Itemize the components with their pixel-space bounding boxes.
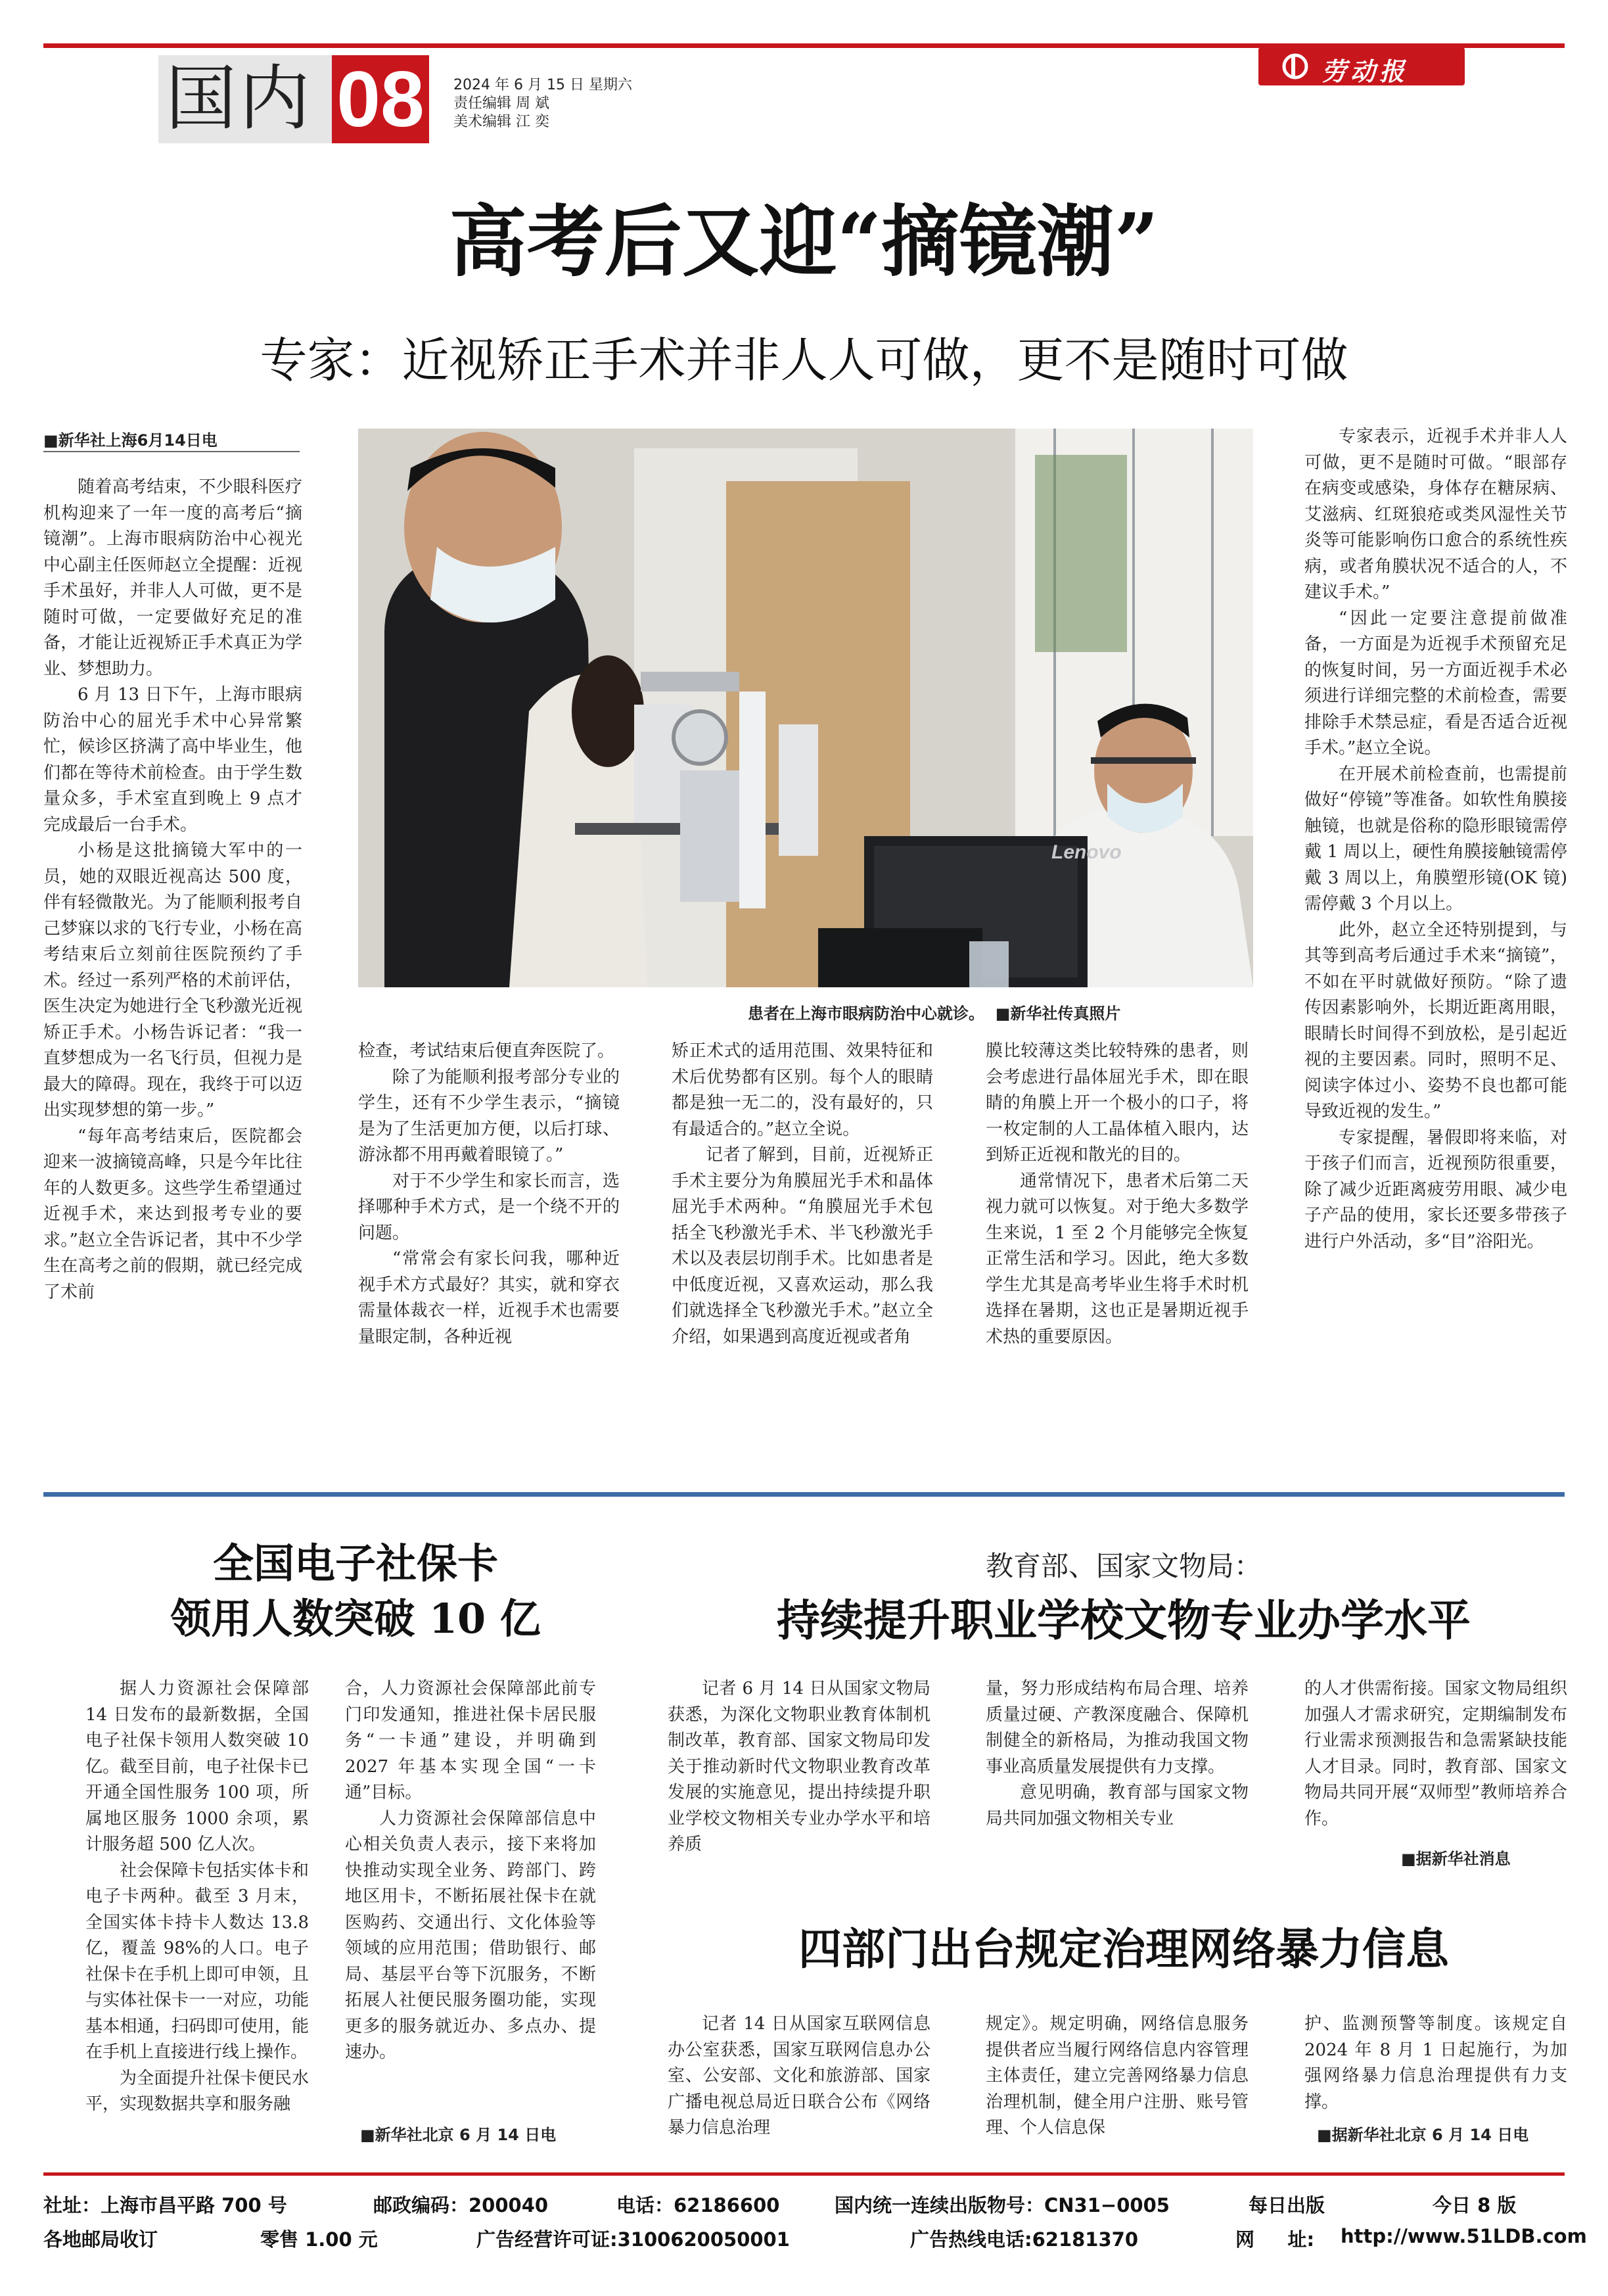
main-paragraph: 记者了解到，目前，近视矫正手术主要分为角膜屈光手术和晶体屈光手术两种。“角膜屈光手术包括全飞秒激光手术、半飞秒激光手术以及表层切削手术。比如患者是中低度近视，又喜欢运动，那么我们就选择全飞秒激光手术。”赵立全介绍，如果遇到高度近视或者角: [672, 1145, 933, 1347]
footer-website-label: 网 址:: [1235, 2228, 1315, 2251]
social-card-col-1: [85, 1676, 309, 2118]
main-paragraph: 6 月 13 日下午，上海市眼病防治中心的屈光手术中心异常繁忙，候诊区挤满了高中毕业生，他们都在等待术前检查。由于学生数量众多，手术室直到晚上 9 点才完成最后一台手术。: [43, 685, 302, 835]
footer-daily: 每日出版: [1249, 2194, 1325, 2216]
dateline-rule: [43, 451, 300, 452]
footer-rule: [43, 2172, 1565, 2176]
photo-scene: [358, 429, 1253, 987]
section-label: 国内: [166, 58, 313, 140]
main-col-2: [358, 1039, 620, 1350]
main-paragraph: “常常会有家长问我，哪种近视手术方式最好？其实，就和穿衣需量体裁衣一样，近视手术也需要量眼定制，各种近视: [358, 1249, 620, 1347]
social-card-credit: ■新华社北京 6 月 14 日电: [360, 2126, 557, 2144]
main-paragraph: 通常情况下，患者术后第二天视力就可以恢复。对于绝大多数学生来说，1 至 2 个月能够完全恢复正常生活和学习。因此，绝大多数学生尤其是高考毕业生将手术时机选择在暑期，这也正是暑期近视手术热的重要原因。: [986, 1171, 1249, 1347]
brand-name: 劳动报: [1321, 57, 1409, 86]
footer-pages: 今日 8 版: [1433, 2194, 1517, 2216]
footer-phone: 电话：62186600: [616, 2194, 780, 2216]
social-card-paragraph: 合，人力资源社会保障部此前专门印发通知，推进社保卡居民服务“一卡通”建设，并明确到 2027 年基本实现全国“一卡通”目标。: [345, 1679, 596, 1802]
main-paragraph: 在开展术前检查前，也需提前做好“停镜”等准备。如软性角膜接触镜，也就是俗称的隐形眼镜需停戴 1 周以上，硬性角膜接触镜需停戴 3 周以上，角膜塑形镜(OK 镜)需停戴 3 个月以上。: [1304, 764, 1567, 914]
main-paragraph: 矫正术式的适用范围、效果特征和术后优势都有区别。每个人的眼睛都是独一无二的，没有最好的，只有最适合的。”赵立全说。: [672, 1041, 933, 1139]
cyber-col-3: [1304, 2011, 1567, 2115]
main-paragraph: 膜比较薄这类比较特殊的患者，则会考虑进行晶体屈光手术，即在眼睛的角膜上开一个极小的口子，将一枚定制的人工晶体植入眼内，达到矫正近视和散光的目的。: [986, 1041, 1249, 1165]
section-divider: [43, 1492, 1565, 1497]
cyber-col-1: [668, 2011, 930, 2142]
cyber-headline: 四部门出台规定治理网络暴力信息: [798, 1923, 1449, 1975]
main-headline: 高考后又迎“摘镜潮”: [449, 196, 1159, 287]
vocational-col-1: [668, 1676, 930, 1858]
main-paragraph: 小杨是这批摘镜大军中的一员，她的双眼近视高达 500 度，伴有轻微散光。为了能顺利报考自己梦寐以求的飞行专业，小杨在高考结束后立刻前往医院预约了手术。经过一系列严格的术前评估，医生决定为她进行全飞秒激光近视矫正手术。小杨告诉记者：“我一直梦想成为一名飞行员，但视力是最大的障碍。现在，我终于可以迈出实现梦想的第一步。”: [43, 841, 302, 1120]
main-paragraph: 检查，考试结束后便直奔医院了。: [358, 1041, 615, 1061]
main-subheadline: 专家：近视矫正手术并非人人可做，更不是随时可做: [260, 333, 1348, 388]
main-dateline: ■新华社上海6月14日电: [43, 431, 218, 450]
vocational-paragraph: 意见明确，教育部与国家文物局共同加强文物相关专业: [986, 1783, 1249, 1829]
main-paragraph: 除了为能顺利报考部分专业的学生，还有不少学生表示，“摘镜是为了生活更加方便，以后打球、游泳都不用再戴着眼镜了。”: [358, 1067, 620, 1165]
cyber-col-2: [986, 2011, 1249, 2142]
cyber-paragraph: 护、监测预警等制度。该规定自 2024 年 8 月 1 日起施行，为加强网络暴力信息治理提供有力支撑。: [1304, 2014, 1567, 2112]
main-paragraph: “因此一定要注意提前做准备，一方面是为近视手术预留充足的恢复时间，另一方面近视手术必须进行详细完整的术前检查，需要排除手术禁忌症，看是否适合近视手术。”赵立全说。: [1304, 608, 1567, 758]
main-paragraph: 此外，赵立全还特别提到，与其等到高考后通过手术来“摘镜”，不如在平时就做好预防。“除了遗传因素影响外，长期近距离用眼，眼睛长时间得不到放松，是引起近视的主要因素。同时，照明不足、阅读字体过小、姿势不良也都可能导致近视的发生。”: [1304, 920, 1567, 1121]
main-col-3: [672, 1039, 933, 1350]
vocational-paragraph: 记者 6 月 14 日从国家文物局获悉，为深化文物职业教育体制机制改革，教育部、国家文物局印发关于推动新时代文物职业教育改革发展的实施意见，提出持续提升职业学校文物相关专业办学水平和培养质: [668, 1679, 930, 1854]
vocational-credit: ■据新华社消息: [1401, 1850, 1511, 1868]
brand-logo-icon: [1282, 53, 1308, 80]
cyber-paragraph: 规定》。规定明确，网络信息服务提供者应当履行网络信息内容管理主体责任，建立完善网络暴力信息治理机制，健全用户注册、账号管理、个人信息保: [986, 2014, 1249, 2138]
editor-line: 责任编辑 周 斌: [453, 95, 549, 112]
footer-cn-number: 国内统一连续出版物号：CN31−0005: [835, 2194, 1170, 2216]
footer-postcode: 邮政编码：200040: [373, 2194, 549, 2216]
footer-website-link[interactable]: http://www.51LDB.com: [1341, 2225, 1587, 2247]
vocational-paragraph: 量，努力形成结构布局合理、培养质量过硬、产教深度融合、保障机制健全的新格局，为推动我国文物事业高质量发展提供有力支撑。: [986, 1679, 1249, 1777]
photo-caption: 患者在上海市眼病防治中心就诊。 ■新华社传真照片: [748, 1004, 1121, 1023]
main-col-4: [986, 1039, 1249, 1350]
social-card-paragraph: 人力资源社会保障部信息中心相关负责人表示，接下来将加快推动实现全业务、跨部门、跨地区用卡，不断拓展社保卡在就医购药、交通出行、文化体验等领域的应用范围；借助银行、邮局、基层平台等下沉服务，不断拓展人社便民服务圈功能，实现更多的服务就近办、多点办、提速办。: [345, 1808, 596, 2062]
main-paragraph: 专家表示，近视手术并非人人可做，更不是随时可做。“眼部存在病变或感染，身体存在糖尿病、艾滋病、红斑狼疮或类风湿性关节炎等可能影响伤口愈合的系统性疾病，或者角膜状况不适合的人，不建议手术。”: [1304, 427, 1567, 602]
main-paragraph: 对于不少学生和家长而言，选择哪种手术方式，是一个绕不开的问题。: [358, 1171, 620, 1243]
news-photo: [358, 429, 1253, 987]
brand-logo: [1258, 47, 1465, 85]
art-editor-line: 美术编辑 江 奕: [453, 114, 549, 130]
cyber-credit: ■据新华社北京 6 月 14 日电: [1317, 2126, 1529, 2144]
social-card-headline-1: 全国电子社保卡: [212, 1539, 498, 1587]
vocational-kicker: 教育部、国家文物局：: [985, 1550, 1262, 1582]
main-col-1: [43, 475, 302, 1305]
footer-ad-license: 广告经营许可证:3100620050001: [476, 2228, 790, 2251]
footer-post: 各地邮局收订: [43, 2228, 158, 2251]
main-paragraph: 专家提醒，暑假即将来临，对于孩子们而言，近视预防很重要，除了减少近距离疲劳用眼、减少电子产品的使用，家长还要多带孩子进行户外活动，多“目”浴阳光。: [1304, 1127, 1567, 1252]
social-card-paragraph: 据人力资源社会保障部 14 日发布的最新数据，全国电子社保卡领用人数突破 10 亿。截至目前，电子社保卡已开通全国性服务 100 项，所属地区服务 1000 余项，累计服务超 500 亿人次。: [85, 1679, 309, 1854]
cyber-paragraph: 记者 14 日从国家互联网信息办公室获悉，国家互联网信息办公室、公安部、文化和旅游部、国家广播电视总局近日联合公布《网络暴力信息治理: [668, 2014, 930, 2138]
vocational-paragraph: 的人才供需衔接。国家文物局组织加强人才需求研究，定期编制发布行业需求预测报告和急需紧缺技能人才目录。同时，教育部、国家文物局共同开展“双师型”教师培养合作。: [1304, 1679, 1567, 1829]
main-paragraph: 随着高考结束，不少眼科医疗机构迎来了一年一度的高考后“摘镜潮”。上海市眼病防治中心视光中心副主任医师赵立全提醒：近视手术虽好，并非人人可做，更不是随时可做，一定要做好充足的准备，才能让近视矫正手术真正为学业、梦想助力。: [43, 477, 302, 679]
issue-date: 2024 年 6 月 15 日 星期六: [453, 77, 632, 93]
vocational-col-2: [986, 1676, 1249, 1832]
footer-ad-hotline: 广告热线电话:62181370: [910, 2228, 1139, 2251]
main-paragraph: “每年高考结束后，医院都会迎来一波摘镜高峰，只是今年比往年的人数更多。这些学生希望通过近视手术，来达到报考专业的要求。”赵立全告诉记者，其中不少学生在高考之前的假期，就已经完成了术前: [43, 1126, 302, 1302]
social-card-paragraph: 为全面提升社保卡便民水平，实现数据共享和服务融: [85, 2068, 309, 2114]
monitor-brand: Lenovo: [1051, 841, 1122, 863]
social-card-headline-2: 领用人数突破 10 亿: [170, 1595, 541, 1643]
social-card-col-2: [345, 1676, 596, 2066]
vocational-col-3: [1304, 1676, 1567, 1832]
vocational-headline: 持续提升职业学校文物专业办学水平: [777, 1595, 1471, 1646]
footer-price: 零售 1.00 元: [260, 2228, 378, 2251]
social-card-paragraph: 社会保障卡包括实体卡和电子卡两种。截至 3 月末，全国实体卡持卡人数达 13.8 亿，覆盖 98%的人口。电子社保卡在手机上即可申领，且与实体社保卡一一对应，功能基本相通，扫码即可使用，能在手机上直接进行线上操作。: [85, 1860, 309, 2062]
footer-address: 社址：上海市昌平路 700 号: [43, 2194, 287, 2216]
page-number: 08: [336, 55, 425, 143]
main-col-5: [1304, 424, 1567, 1255]
